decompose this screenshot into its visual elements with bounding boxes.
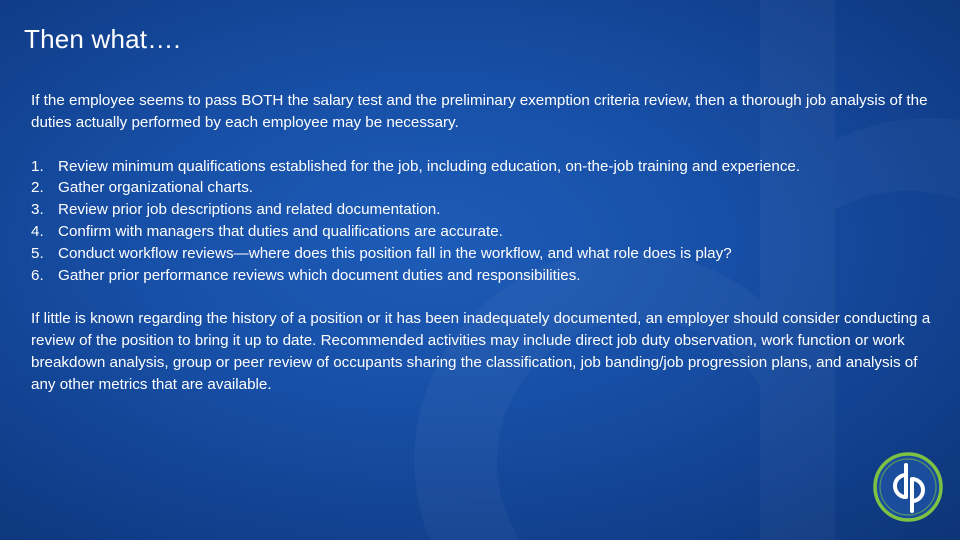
list-item-text: Review prior job descriptions and related documentation. [58, 201, 441, 219]
list-item [31, 177, 946, 199]
list-item-text: Confirm with managers that duties and qualifications are accurate. [58, 222, 503, 240]
list-item-text: Gather prior performance reviews which document duties and responsibilities. [58, 266, 581, 284]
dp-logo-icon [872, 451, 944, 523]
list-item [31, 156, 946, 178]
list-item [31, 265, 946, 287]
list-number: 1. [31, 157, 44, 175]
intro-paragraph: If the employee seems to pass BOTH the salary test and the preliminary exemption criteria review, then a thorough job analysis of the duties actually performed by each employee may be necessary. [31, 92, 928, 131]
list-number: 3. [31, 201, 44, 219]
list-item [31, 243, 946, 265]
list-number: 6. [31, 266, 44, 284]
slide-body [31, 90, 946, 396]
list-number: 2. [31, 179, 44, 197]
list-number: 5. [31, 244, 44, 262]
list-number: 4. [31, 222, 44, 240]
list-item-text: Gather organizational charts. [58, 179, 254, 197]
list-item [31, 221, 946, 243]
list-item-text: Conduct workflow reviews—where does this position fall in the workflow, and what role does is play? [58, 244, 732, 262]
list-item-text: Review minimum qualifications established for the job, including education, on-the-job training and experience. [58, 157, 801, 175]
closing-paragraph: If little is known regarding the history of a position or it has been inadequately documented, an employer should consider conducting a review of the position to bring it up to date. Recommended activities may include direct job duty observation, work function or work breakdown analysis, group or peer review of occupants sharing the classification, job banding/job progression plans, and analysis of any other metrics that are available. [31, 310, 931, 393]
steps-list [31, 156, 946, 287]
page-title: Then what…. [24, 24, 181, 54]
list-item [31, 199, 946, 221]
